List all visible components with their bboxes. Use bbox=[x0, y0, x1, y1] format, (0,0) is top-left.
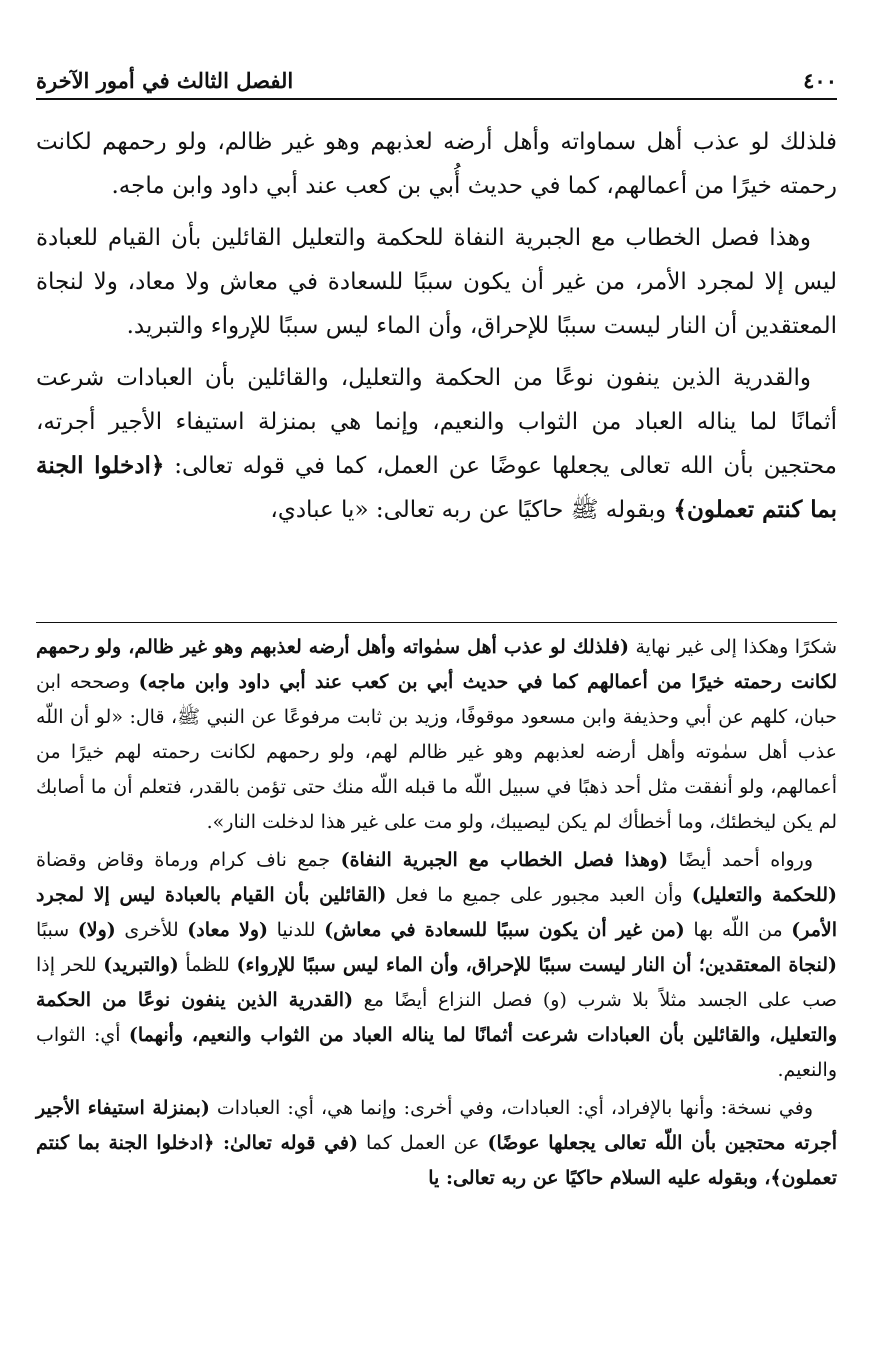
quran-verse: ﴿ادخلوا الجنة بما كنتم تعملون﴾ bbox=[36, 452, 837, 523]
note-1-text-c: وصححه ابن حبان، كلهم عن أبي وحذيفة وابن مسعود موقوفًا، وزيد بن ثابت مرفوعًا عن النبي ﷺ، قال: «لو أن اللّه عذب أهل سمٰوته وأهل أرضه لعذبهم وهو غير ظالم لهم، ولو رحمهم لكانت رحمته لهم خيرًا من أعمالهم، ولو أنفقت مثل أحد ذهبًا في سبيل اللّه ما قبله اللّه منك حتى تؤمن بالقدر، فتعلم أن ما أصابك لم يكن ليخطئك، وما أخطأك لم يكن ليصيبك، ولو مت على غير هذا لدخلت النار». bbox=[36, 671, 837, 833]
note-3-a: وفي نسخة: وأنها بالإفراد، أي: العبادات، وفي أخرى: وإنما هي، أي: العبادات bbox=[209, 1097, 813, 1119]
note-3-b: (بمنزلة استيفاء الأجير أجرته محتجين بأن اللّه تعالى يجعلها عوضًا) bbox=[36, 1097, 838, 1154]
paragraph-3-text-b: وبقوله ﷺ حاكيًا عن ربه تعالى: «يا عبادي، bbox=[270, 497, 674, 523]
note-3-d: (في قوله تعالىٰ: ﴿ادخلوا الجنة بما كنتم تعملون﴾، وبقوله عليه السلام حاكيًا عن ربه تعالى: يا bbox=[36, 1132, 837, 1189]
main-paragraph-3 bbox=[36, 356, 837, 532]
main-paragraph-2: وهذا فصل الخطاب مع الجبرية النفاة للحكمة والتعليل القائلين بأن القيام للعبادة ليس إلا لمجرد الأمر، من غير أن يكون سببًا للسعادة في معاش ولا معاد، ولا لنجاة المعتقدين أن النار ليست سببًا للإحراق، وأن الماء ليس سببًا للإرواء والتبريد. bbox=[36, 225, 837, 339]
commentary-notes bbox=[36, 630, 837, 1199]
chapter-title: الفصل الثالث في أمور الآخرة bbox=[36, 67, 294, 93]
note-1-text-a: شكرًا وهكذا إلى غير نهاية bbox=[629, 636, 837, 658]
main-paragraph-1: فلذلك لو عذب أهل سماواته وأهل أرضه لعذبهم وهو غير ظالم، ولو رحمهم لكانت رحمته خيرًا من أعمالهم، كما في حديث أُبي بن كعب عند أبي داود وابن ماجه. bbox=[36, 129, 837, 199]
note-paragraph-2 bbox=[36, 843, 837, 1088]
footnote-divider bbox=[36, 622, 837, 623]
note-2-r: (القدرية الذين ينفون نوعًا من الحكمة والتعليل، والقائلين بأن العبادات شرعت أثمانًا لما يناله العباد من الثواب والنعيم، وأنهما) bbox=[36, 989, 837, 1046]
note-paragraph-1 bbox=[36, 630, 837, 840]
note-3-c: عن العمل كما bbox=[357, 1132, 488, 1154]
note-paragraph-3 bbox=[36, 1091, 837, 1196]
page-number: ٤٠٠ bbox=[803, 67, 837, 93]
note-2-e: وأن العبد مجبور على جميع ما فعل bbox=[386, 884, 692, 906]
note-2-s: أي: الثواب والنعيم. bbox=[36, 1024, 837, 1081]
note-2-q: للحر إذا صب على الجسد مثلاً بلا شرب (و) فصل النزاع أيضًا مع bbox=[36, 954, 837, 1011]
paragraph-3-text-a: والقدرية الذين ينفون نوعًا من الحكمة والتعليل، والقائلين بأن العبادات شرعت أثمانًا لما يناله العباد من الثواب والنعيم، وإنما هي بمنزلة استيفاء الأجير أجرته، محتجين بأن الله تعالى يجعلها عوضًا عن العمل، كما في قوله تعالى: bbox=[36, 365, 837, 479]
page-header bbox=[36, 62, 837, 100]
note-2-p: (والتبريد) bbox=[103, 954, 179, 976]
note-2-c: جمع ناف كرام ورماة وقاض وقضاة bbox=[36, 849, 341, 871]
note-2-a: ورواه أحمد أيضًا bbox=[668, 849, 813, 871]
note-2-i: للدنيا bbox=[268, 919, 325, 941]
note-2-n: (لنجاة المعتقدين؛ أن النار ليست سببًا للإحراق، وأن الماء ليس سببًا للإرواء) bbox=[236, 954, 837, 976]
note-2-g: من اللّه بها bbox=[684, 919, 792, 941]
note-2-b: (وهذا فصل الخطاب مع الجبرية النفاة) bbox=[340, 849, 669, 871]
note-2-j: (ولا معاد) bbox=[187, 919, 269, 941]
note-1-quote: (فلذلك لو عذب أهل سمٰواته وأهل أرضه لعذبهم وهو غير ظالم، ولو رحمهم لكانت رحمته خيرًا من أعمالهم كما في حديث أبي بن كعب عند أبي داود وابن ماجه) bbox=[36, 636, 837, 693]
main-text bbox=[36, 120, 837, 540]
note-2-m: سببًا bbox=[36, 919, 78, 941]
note-2-d: (للحكمة والتعليل) bbox=[691, 884, 837, 906]
note-2-h: (من غير أن يكون سببًا للسعادة في معاش) bbox=[324, 919, 685, 941]
note-2-o: للظمأ bbox=[178, 954, 237, 976]
note-2-f: (القائلين بأن القيام بالعبادة ليس إلا لمجرد الأمر) bbox=[36, 884, 838, 941]
note-2-l: (ولا) bbox=[77, 919, 116, 941]
note-2-k: للأخرى bbox=[115, 919, 188, 941]
